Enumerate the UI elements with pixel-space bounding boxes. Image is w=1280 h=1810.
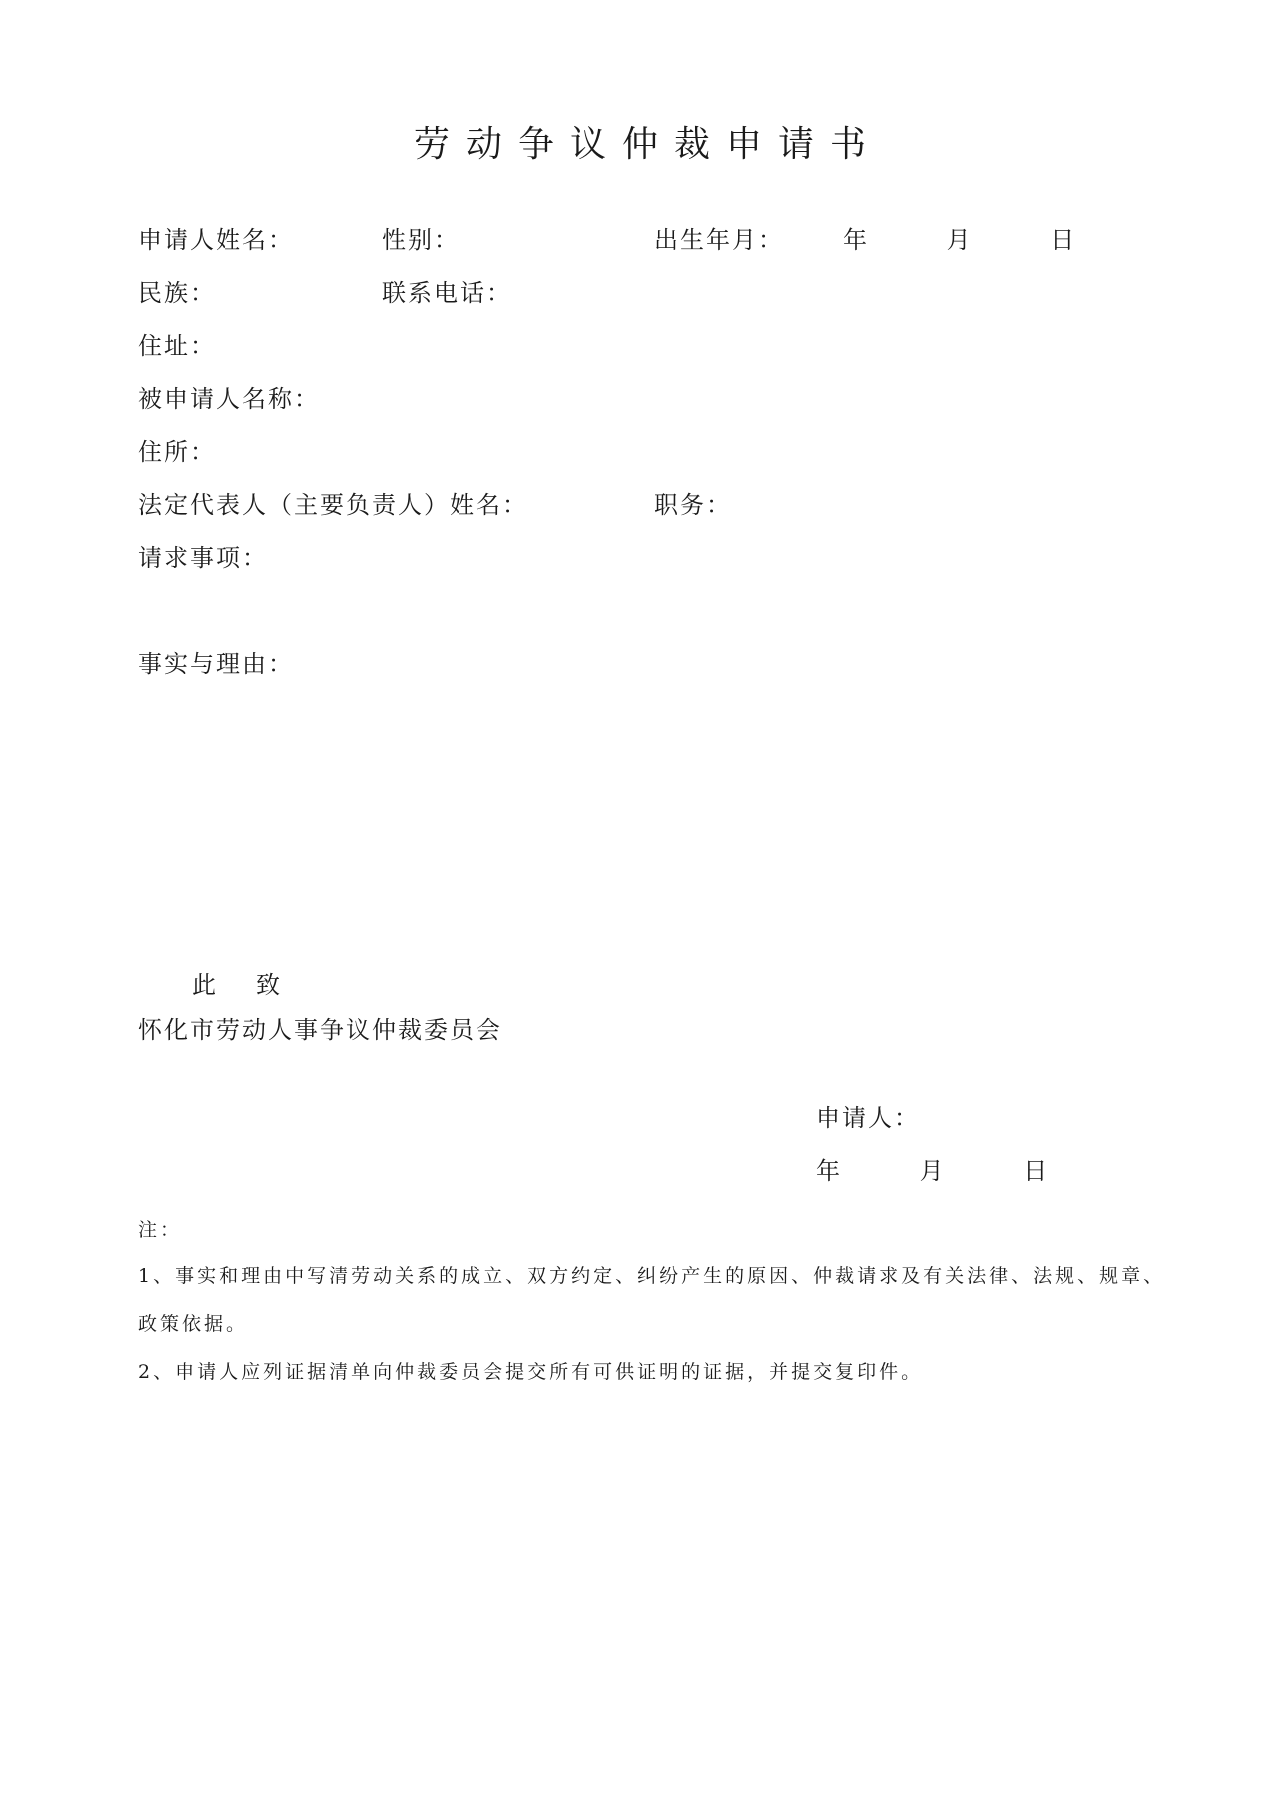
closing-recipient: 怀化市劳动人事争议仲裁委员会	[138, 1016, 502, 1044]
position-label: 职务：	[654, 491, 732, 519]
gender-label: 性别：	[382, 226, 460, 254]
legal-representative-label: 法定代表人（主要负责人）姓名：	[138, 491, 528, 519]
birth-date-template: 年 月 日	[843, 226, 1111, 254]
claims-label: 请求事项：	[138, 544, 268, 572]
closing-salutation: 此致	[192, 971, 320, 999]
signature-date-template: 年 月 日	[816, 1157, 1084, 1185]
notes-heading: 注：	[138, 1219, 183, 1241]
applicant-name-label: 申请人姓名：	[138, 226, 294, 254]
note-item-1-line-1: 1、事实和理由中写清劳动关系的成立、双方约定、纠纷产生的原因、仲裁请求及有关法律、法规、规章、	[138, 1265, 1166, 1287]
facts-and-reasons-label: 事实与理由：	[138, 650, 294, 678]
respondent-domicile-label: 住所：	[138, 438, 216, 466]
note-item-2: 2、申请人应列证据清单向仲裁委员会提交所有可供证明的证据，并提交复印件。	[138, 1361, 924, 1383]
ethnicity-label: 民族：	[138, 279, 216, 307]
phone-label: 联系电话：	[382, 279, 512, 307]
signature-applicant-label: 申请人：	[816, 1104, 920, 1132]
respondent-name-label: 被申请人名称：	[138, 385, 320, 413]
note-item-1-line-2: 政策依据。	[138, 1313, 249, 1335]
birth-date-label: 出生年月：	[654, 226, 784, 254]
address-label: 住址：	[138, 332, 216, 360]
document-title: 劳动争议仲裁申请书	[413, 124, 882, 165]
